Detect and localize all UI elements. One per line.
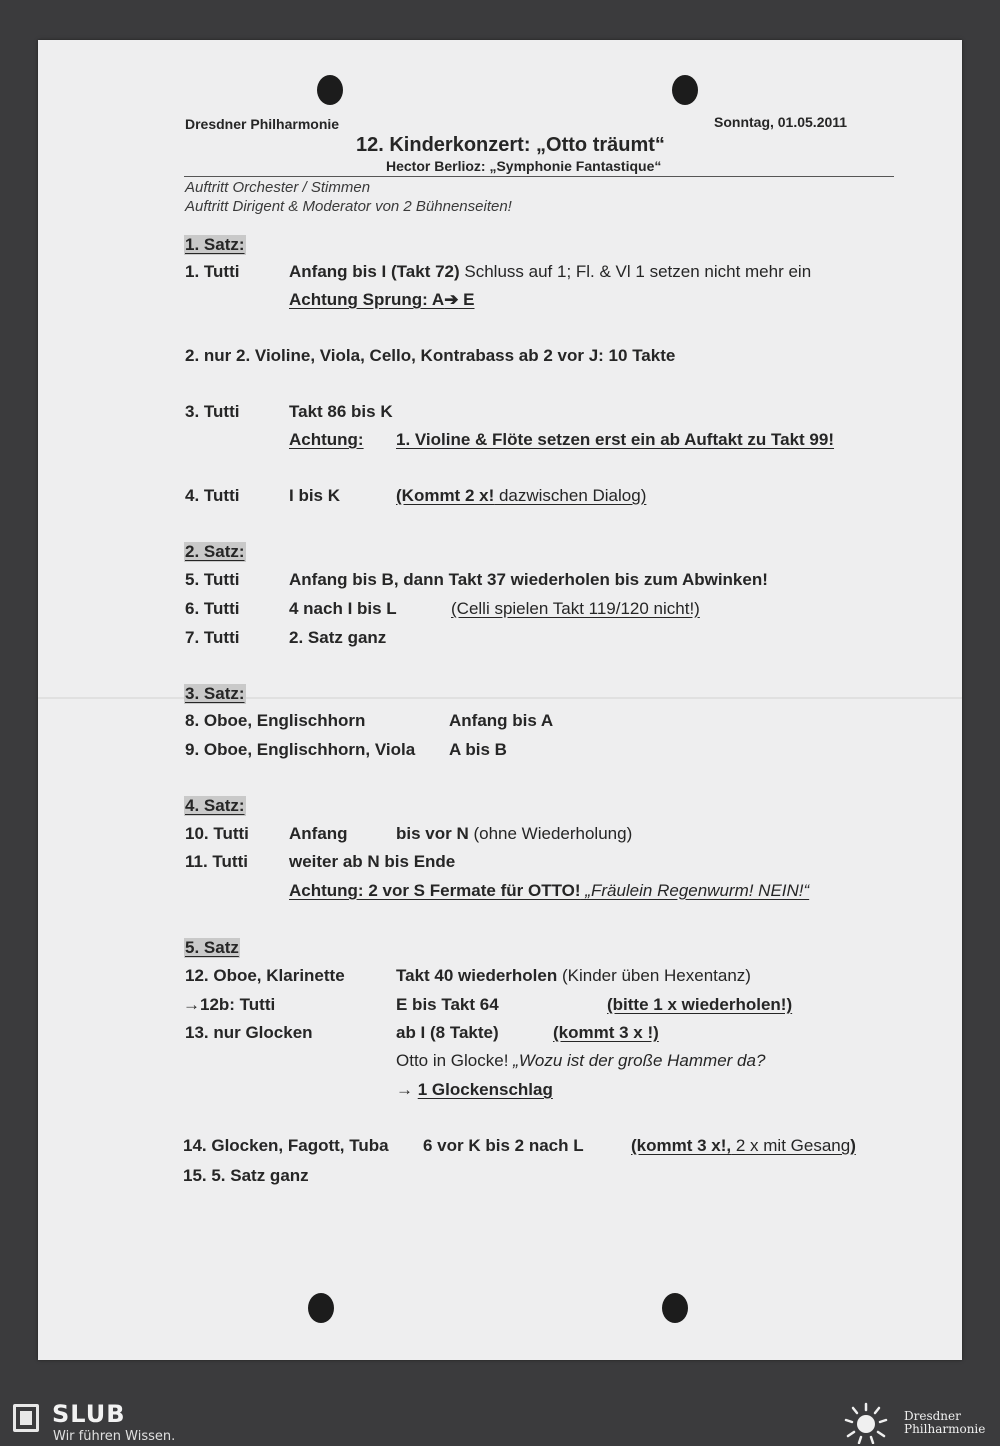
- item-12-remark: (Kinder üben Hexentanz): [557, 966, 751, 985]
- section-heading-4: 4. Satz:: [185, 796, 245, 815]
- item-12b-range: E bis Takt 64: [396, 995, 499, 1014]
- item-3-attention-text: 1. Violine & Flöte setzen erst ein ab Auftakt zu Takt 99!: [396, 430, 835, 449]
- item-10-text: [396, 824, 632, 844]
- item-12b-label: →12b: Tutti: [183, 995, 276, 1014]
- item-3-attention: Achtung:: [289, 430, 364, 449]
- item-10-range: bis vor N: [396, 824, 469, 843]
- item-14-remark: [631, 1136, 856, 1156]
- org-name: Dresdner Philharmonie: [185, 116, 340, 132]
- item-14-range: 6 vor K bis 2 nach L: [423, 1136, 584, 1155]
- item-6-remark: (Celli spielen Takt 119/120 nicht!): [451, 599, 700, 618]
- philharmonie-name-line2: Philharmonie: [904, 1422, 986, 1436]
- footer-bar: [0, 1396, 1000, 1446]
- item-1-jump: [289, 290, 475, 310]
- item-14-remark-bold: (kommt 3 x!,: [631, 1136, 732, 1155]
- item-12-range: Takt 40 wiederholen: [396, 966, 558, 985]
- item-9-label: 9. Oboe, Englischhorn, Viola: [185, 740, 416, 759]
- note-conductor: Auftritt Dirigent & Moderator von 2 Bühnenseiten!: [185, 198, 512, 215]
- page-title: 12. Kinderkonzert: „Otto träumt“: [356, 134, 665, 156]
- item-11-quote: „Fräulein Regenwurm! NEIN!“: [580, 881, 810, 900]
- item-3-range: Takt 86 bis K: [289, 402, 393, 421]
- item-7-label: 7. Tutti: [185, 628, 240, 647]
- slub-logo-icon: [13, 1404, 39, 1432]
- document-sheet: [38, 40, 962, 1360]
- philharmonie-name-line1: Dresdner: [904, 1409, 961, 1423]
- item-13-otto-text: Otto in Glocke!: [396, 1051, 514, 1070]
- section-heading-1: 1. Satz:: [185, 235, 245, 254]
- item-3-label: 3. Tutti: [185, 402, 240, 421]
- item-10-start: Anfang: [289, 824, 348, 843]
- item-2: 2. nur 2. Violine, Viola, Cello, Kontrabass ab 2 vor J: 10 Takte: [185, 346, 676, 365]
- item-5-text: Anfang bis B, dann Takt 37 wiederholen bis zum Abwinken!: [289, 570, 768, 589]
- punch-hole-bottom-left: [308, 1293, 334, 1323]
- concert-date: Sonntag, 01.05.2011: [714, 114, 848, 130]
- arrow-right-icon: →: [396, 1080, 413, 1099]
- item-11-label: 11. Tutti: [185, 852, 248, 871]
- item-13-bell: [396, 1080, 553, 1100]
- item-12-text: [396, 966, 751, 986]
- item-9-range: A bis B: [449, 740, 507, 759]
- page-subtitle: Hector Berlioz: „Symphonie Fantastique“: [386, 158, 662, 174]
- item-8-range: Anfang bis A: [449, 711, 554, 730]
- header-rule: [184, 176, 894, 177]
- punch-hole-top-left: [317, 75, 343, 105]
- item-1-range: Anfang bis I (Takt 72): [289, 262, 460, 281]
- item-4-remark: [396, 486, 646, 506]
- item-13-quote: „Wozu ist der große Hammer da?: [513, 1051, 766, 1070]
- item-1-jump-text: Achtung Sprung: A: [289, 290, 445, 309]
- item-15: 15. 5. Satz ganz: [183, 1166, 309, 1185]
- philharmonie-logo-icon: [842, 1400, 890, 1444]
- item-10-label: 10. Tutti: [185, 824, 249, 843]
- item-6-label: 6. Tutti: [185, 599, 240, 618]
- paper-fold: [38, 697, 962, 699]
- item-14-label: 14. Glocken, Fagott, Tuba: [183, 1136, 389, 1155]
- item-1-label: 1. Tutti: [185, 262, 240, 281]
- slub-tagline: Wir führen Wissen.: [53, 1429, 176, 1444]
- section-heading-3: 3. Satz:: [185, 684, 245, 703]
- item-4-range: I bis K: [289, 486, 341, 505]
- item-1-remark: Schluss auf 1; Fl. & Vl 1 setzen nicht mehr ein: [459, 262, 812, 281]
- item-6-range: 4 nach I bis L: [289, 599, 397, 618]
- item-4-remark-bold: (Kommt 2 x!: [396, 486, 495, 505]
- note-orchestra: Auftritt Orchester / Stimmen: [185, 179, 371, 196]
- item-1-text: [289, 262, 811, 282]
- item-4-remark-rest: dazwischen Dialog): [494, 486, 647, 505]
- item-8-label: 8. Oboe, Englischhorn: [185, 711, 366, 730]
- item-5-label: 5. Tutti: [185, 570, 240, 589]
- item-12b-remark: (bitte 1 x wiederholen!): [607, 995, 793, 1014]
- section-heading-5: 5. Satz: [185, 938, 239, 957]
- item-13-range: ab I (8 Takte): [396, 1023, 499, 1042]
- item-13-bell-text: 1 Glockenschlag: [417, 1080, 553, 1099]
- item-13-remark: (kommt 3 x !): [553, 1023, 659, 1042]
- item-11-attention-text: Achtung: 2 vor S Fermate für OTTO!: [289, 881, 581, 900]
- item-11-range: weiter ab N bis Ende: [289, 852, 456, 871]
- item-4-label: 4. Tutti: [185, 486, 240, 505]
- item-11-attention: [289, 881, 809, 901]
- item-12-label: 12. Oboe, Klarinette: [185, 966, 345, 985]
- punch-hole-top-right: [672, 75, 698, 105]
- punch-hole-bottom-right: [662, 1293, 688, 1323]
- item-13-otto: [396, 1051, 765, 1071]
- philharmonie-name: [904, 1410, 985, 1436]
- item-1-jump-target: E: [458, 290, 475, 309]
- item-14-remark-close: ): [850, 1136, 856, 1155]
- item-13-label: 13. nur Glocken: [185, 1023, 313, 1042]
- arrow-right-icon: ➔: [444, 290, 459, 309]
- item-10-remark: (ohne Wiederholung): [468, 824, 633, 843]
- item-14-remark-rest: 2 x mit Gesang: [731, 1136, 851, 1155]
- slub-name: SLUB: [52, 1400, 126, 1428]
- item-7-text: 2. Satz ganz: [289, 628, 387, 647]
- section-heading-2: 2. Satz:: [185, 542, 245, 561]
